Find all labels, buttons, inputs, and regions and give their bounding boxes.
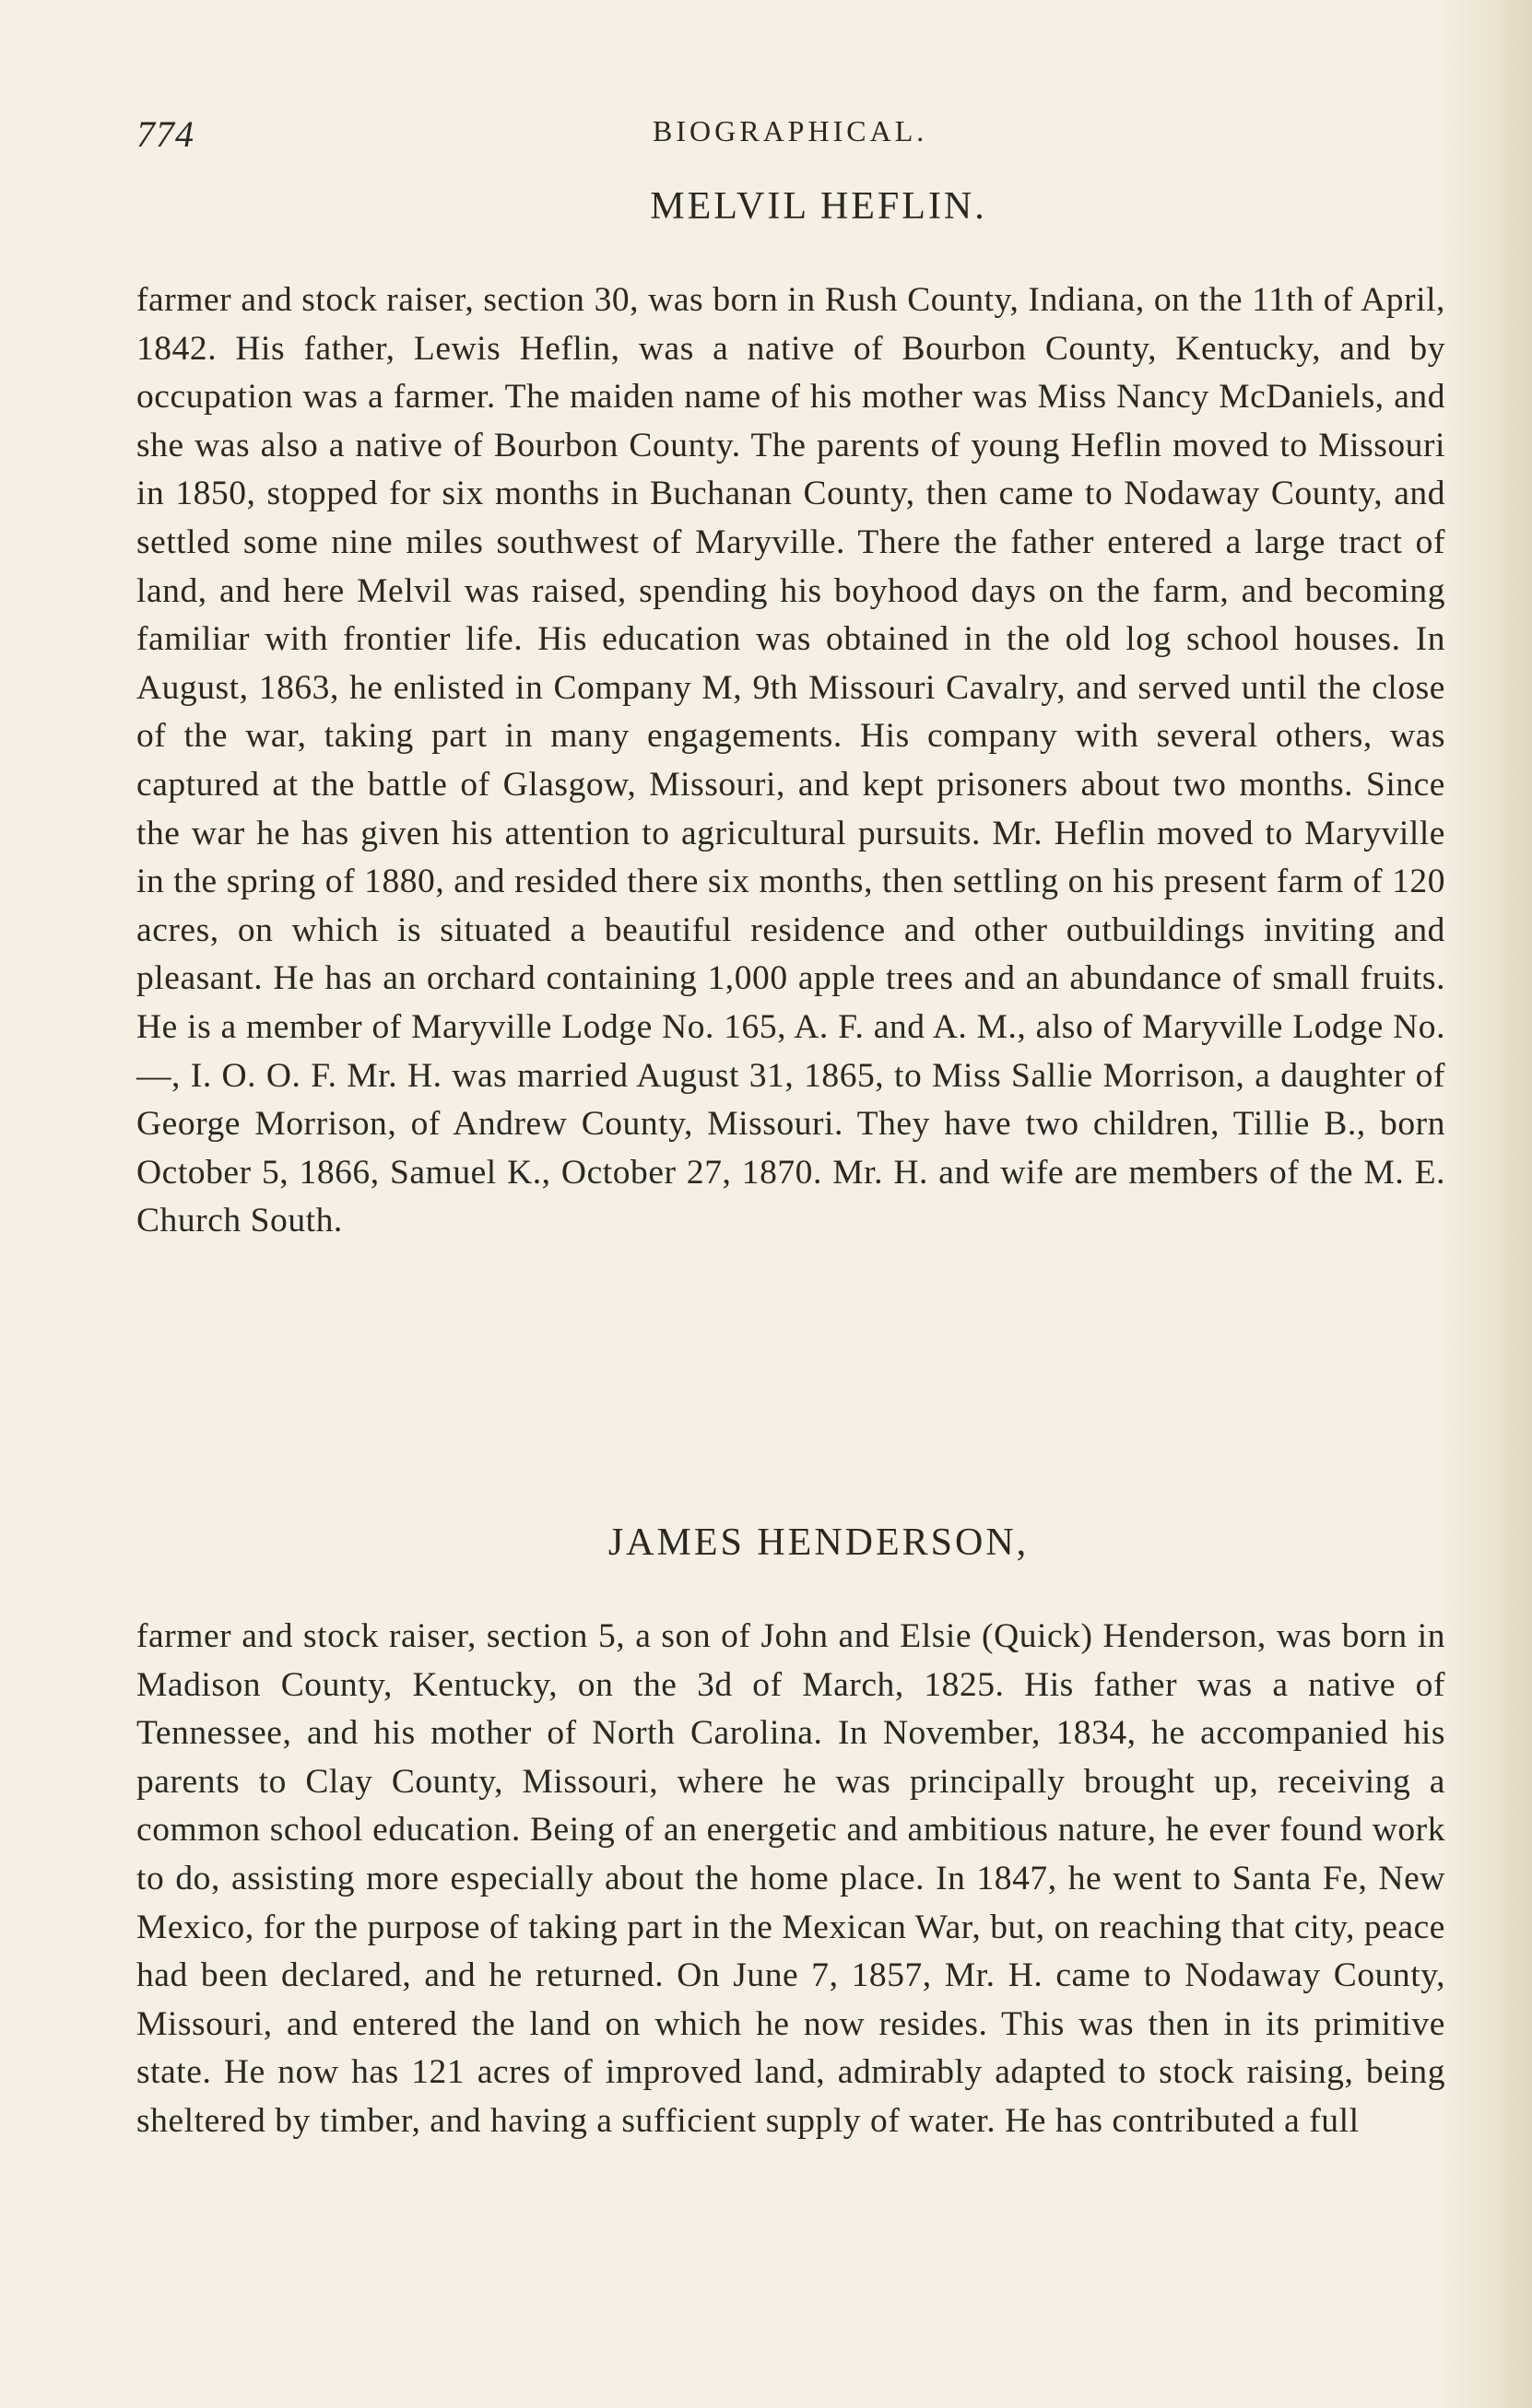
biography-melvil-heflin (136, 184, 1445, 1246)
page-number: 774 (136, 113, 194, 155)
biography-james-henderson (136, 1521, 1445, 2146)
biography-text: farmer and stock raiser, section 30, was born in Rush County, Indiana, on the 11th of April, 1842. His father, Lewis Heflin, was a native of Bourbon County, Kentucky, and by occupation was a farmer. The maiden name of his mother was Miss Nancy McDaniels, and she was also a native of Bourbon County. The parents of young Heflin moved to Missouri in 1850, stopped for six months in Buchanan County, then came to Nodaway County, and settled some nine miles southwest of Maryville. There the father entered a large tract of land, and here Melvil was raised, spending his boyhood days on the farm, and becoming familiar with frontier life. His education was obtained in the old log school houses. In August, 1863, he enlisted in Company M, 9th Missouri Cavalry, and served until the close of the war, taking part in many engagements. His company with several others, was captured at the battle of Glasgow, Missouri, and kept prisoners about two months. Since the war he has given his attention to agricultural pursuits. Mr. Heflin moved to Maryville in the spring of 1880, and resided there six months, then settling on his present farm of 120 acres, on which is situated a beautiful residence and other outbuildings inviting and pleasant. He has an orchard containing 1,000 apple trees and an abundance of small fruits. He is a member of Maryville Lodge No. 165, A. F. and A. M., also of Maryville Lodge No. —, I. O. O. F. Mr. H. was married August 31, 1865, to Miss Sallie Morrison, a daughter of George Morrison, of Andrew County, Missouri. They have two children, Tillie B., born October 5, 1866, Samuel K., October 27, 1870. Mr. H. and wife are members of the M. E. Church South. (136, 281, 1445, 1240)
running-title: BIOGRAPHICAL. (653, 114, 928, 147)
biography-text: farmer and stock raiser, section 5, a son of John and Elsie (Quick) Henderson, was born in Madison County, Kentucky, on the 3d of March, 1825. His father was a native of Tennessee, and his mother of North Carolina. In November, 1834, he accompanied his parents to Clay County, Missouri, where he was principally brought up, receiving a common school education. Being of an energetic and ambitious nature, he ever found work to do, assisting more especially about the home place. In 1847, he went to Santa Fe, New Mexico, for the purpose of taking part in the Mexican War, but, on reaching that city, peace had been declared, and he returned. On June 7, 1857, Mr. H. came to Nodaway County, Missouri, and entered the land on which he now resides. This was then in its primitive state. He now has 121 acres of improved land, admirably adapted to stock raising, being sheltered by timber, and having a sufficient supply of water. He has contributed a full (136, 1617, 1445, 2140)
biography-heading: JAMES HENDERSON, (607, 1521, 1030, 1564)
running-head (136, 112, 1445, 168)
biography-heading: MELVIL HEFLIN. (650, 185, 987, 228)
